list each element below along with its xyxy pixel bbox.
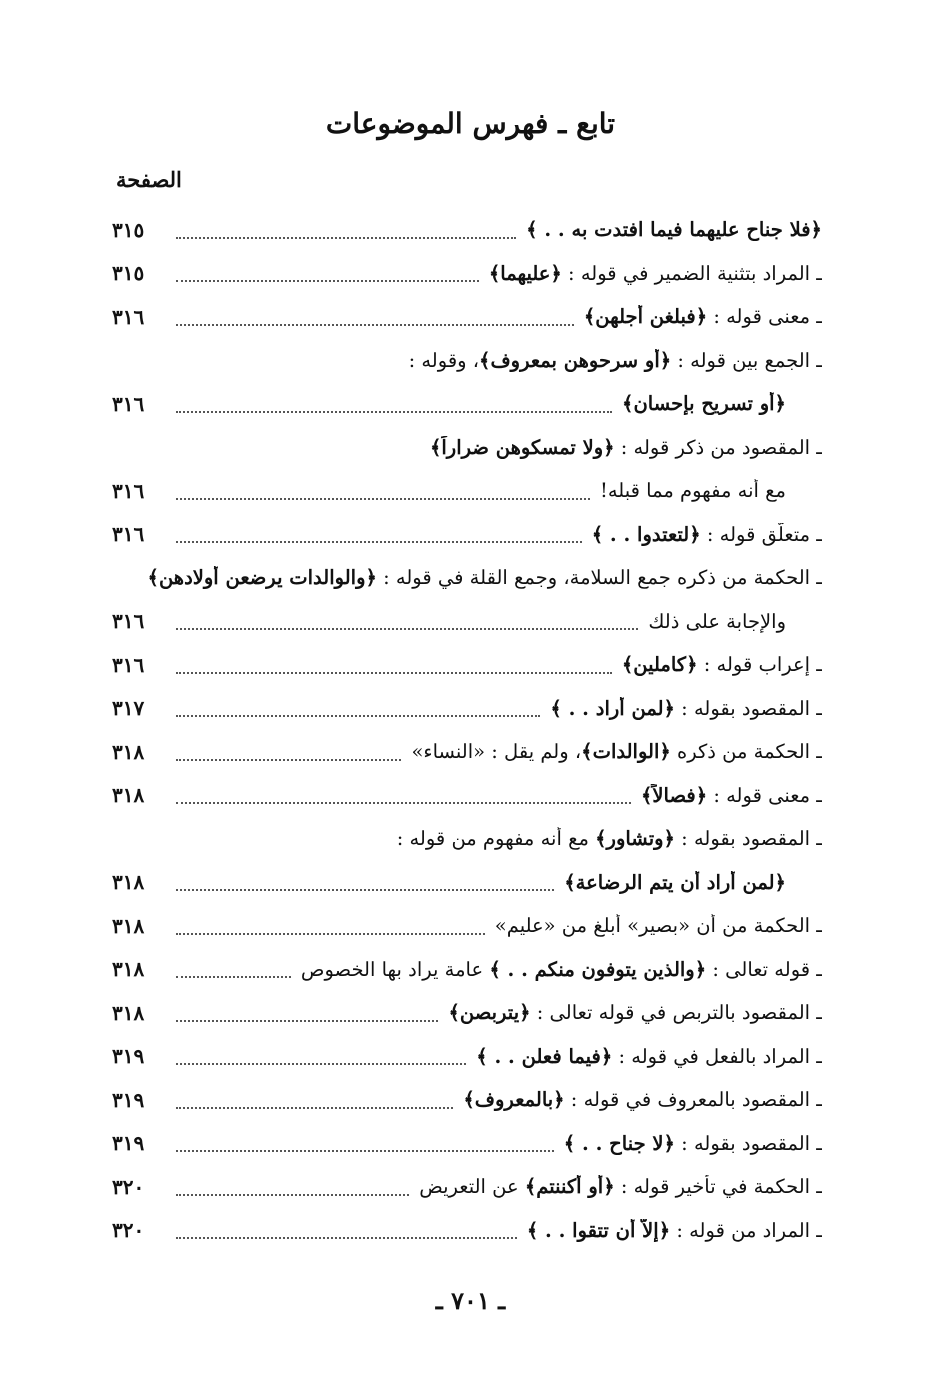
index-entry-text: والإجابة على ذلك (648, 609, 786, 633)
dot-leader (176, 498, 590, 500)
index-entry-page: ٣١٦ (112, 652, 145, 677)
index-entry-text: ـ الحكمة من ذكره ﴿الوالدات﴾، ولم يقل : «النساء» (411, 740, 822, 764)
index-entry-text: ـ المراد من قوله : ﴿إلاّ أن تتقوا . . ﴾ (526, 1218, 822, 1242)
dot-leader (176, 237, 516, 239)
index-entry-page: ٣١٦ (112, 478, 145, 503)
index-entry (112, 1035, 822, 1079)
index-entry-text: ﴿فلا جناح عليهما فيما افتدت به . . ﴾ (526, 218, 822, 242)
dot-leader (176, 715, 540, 717)
index-entry (112, 469, 822, 513)
index-entry-text: ـ قوله تعالى : ﴿والذين يتوفون منكم . . ﴾ عامة يراد بها الخصوص (300, 957, 822, 981)
dot-leader (176, 976, 291, 978)
dot-leader (176, 1063, 466, 1065)
dot-leader (176, 1194, 409, 1196)
index-entry (112, 339, 822, 383)
page-column-label: الصفحة (116, 167, 182, 192)
index-entry-text: ـ المقصود بالمعروف في قوله : ﴿بالمعروف﴾ (463, 1088, 822, 1112)
index-entry (112, 513, 822, 557)
index-entry (112, 904, 822, 948)
index-entry-page: ٣١٨ (112, 739, 145, 764)
index-entry (112, 1165, 822, 1209)
index-entry-text: ـ المقصود من ذكر قوله : ﴿ولا تمسكوهن ضراراً﴾ (429, 435, 822, 459)
index-entry-text: ـ الحكمة من ذكره جمع السلامة، وجمع القلة في قوله : ﴿والوالدات يرضعن أولادهن﴾ (147, 566, 822, 590)
index-entry (112, 991, 822, 1035)
index-entry-page: ٣١٩ (112, 1044, 145, 1069)
dot-leader (176, 672, 612, 674)
index-entry-page: ٣١٦ (112, 522, 145, 547)
index-entry-text: ـ معنى قوله : ﴿فصالاً﴾ (640, 783, 822, 807)
dot-leader (176, 759, 401, 761)
index-entry-text: ـ المقصود بقوله : ﴿وتشاور﴾ مع أنه مفهوم من قوله : (396, 827, 822, 851)
index-entry-page: ٣١٦ (112, 391, 145, 416)
index-entry-text: ـ متعلَّق قوله : ﴿لتعتدوا . . ﴾ (591, 522, 822, 546)
index-entry-text: ـ المراد بالفعل في قوله : ﴿فيما فعلن . . ﴾ (476, 1044, 822, 1068)
index-entry-text: ـ المقصود بقوله : ﴿لمن أراد . . ﴾ (550, 696, 822, 720)
index-entry (112, 1122, 822, 1166)
index-entry (112, 948, 822, 992)
index-entry (112, 1078, 822, 1122)
index-entry-page: ٣١٩ (112, 1131, 145, 1156)
index-entry-text: ـ المراد بتثنية الضمير في قوله : ﴿عليهما﴾ (488, 261, 822, 285)
index-entry (112, 687, 822, 731)
index-entry-page: ٣١٦ (112, 304, 145, 329)
index-entry-page: ٣١٥ (112, 261, 145, 286)
index-entry-page: ٣١٨ (112, 957, 145, 982)
index-entry-page: ٣٢٠ (112, 1218, 145, 1243)
index-entry-page: ٣١٨ (112, 870, 145, 895)
index-entry (112, 730, 822, 774)
index-entry (112, 600, 822, 644)
index-entry (112, 1209, 822, 1253)
dot-leader (176, 1020, 438, 1022)
index-entry-text: ﴿لمن أراد أن يتم الرضاعة﴾ (564, 870, 786, 894)
index-entry (112, 295, 822, 339)
index-entry (112, 252, 822, 296)
index-entry-page: ٣١٦ (112, 609, 145, 634)
dot-leader (176, 324, 574, 326)
dot-leader (176, 933, 485, 935)
index-entry-text: ـ الجمع بين قوله : ﴿أو سرحوهن بمعروف﴾، وقوله : (408, 348, 822, 372)
index-entry-text: ـ المقصود بالتربص في قوله تعالى : ﴿يتربصن﴾ (448, 1001, 822, 1025)
index-entry (112, 556, 822, 600)
index-entry (112, 861, 822, 905)
index-entry (112, 774, 822, 818)
dot-leader (176, 541, 582, 543)
index-entry-text: ـ المقصود بقوله : ﴿لا جناح . . ﴾ (563, 1131, 822, 1155)
index-entry (112, 426, 822, 470)
index-entry-text: ـ إعراب قوله : ﴿كاملين﴾ (621, 653, 822, 677)
dot-leader (176, 1107, 453, 1109)
index-entry-page: ٣١٨ (112, 1000, 145, 1025)
dot-leader (176, 628, 638, 630)
dot-leader (176, 411, 612, 413)
index-entry-page: ٣١٩ (112, 1087, 145, 1112)
dot-leader (176, 889, 554, 891)
index-entry-page: ٣١٨ (112, 783, 145, 808)
index-entry-page: ٣١٥ (112, 217, 145, 242)
index-entry (112, 643, 822, 687)
index-entry-page: ٣١٨ (112, 913, 145, 938)
index-entry (112, 208, 822, 252)
index-entry-text: ﴿أو تسريح بإحسان﴾ (622, 392, 786, 416)
index-entry (112, 382, 822, 426)
dot-leader (176, 280, 479, 282)
index-entry-text: مع أنه مفهوم مما قبله! (600, 479, 786, 503)
index-entry-text: ـ الحكمة في تأخير قوله : ﴿أو أكننتم﴾ عن التعريض (419, 1175, 822, 1199)
index-entry-text: ـ الحكمة من أن «بصير» أبلغ من «عليم» (494, 914, 822, 938)
index-entry (112, 817, 822, 861)
page-number: ـ ٧٠١ ـ (435, 1286, 506, 1315)
index-entry-page: ٣٢٠ (112, 1174, 145, 1199)
index-list (112, 208, 822, 1252)
dot-leader (176, 1150, 554, 1152)
dot-leader (176, 1237, 517, 1239)
dot-leader (176, 802, 631, 804)
page-title: تابع ـ فهرس الموضوعات (325, 107, 616, 140)
index-entry-page: ٣١٧ (112, 696, 145, 721)
index-entry-text: ـ معنى قوله : ﴿فبلغن أجلهن﴾ (583, 305, 822, 329)
